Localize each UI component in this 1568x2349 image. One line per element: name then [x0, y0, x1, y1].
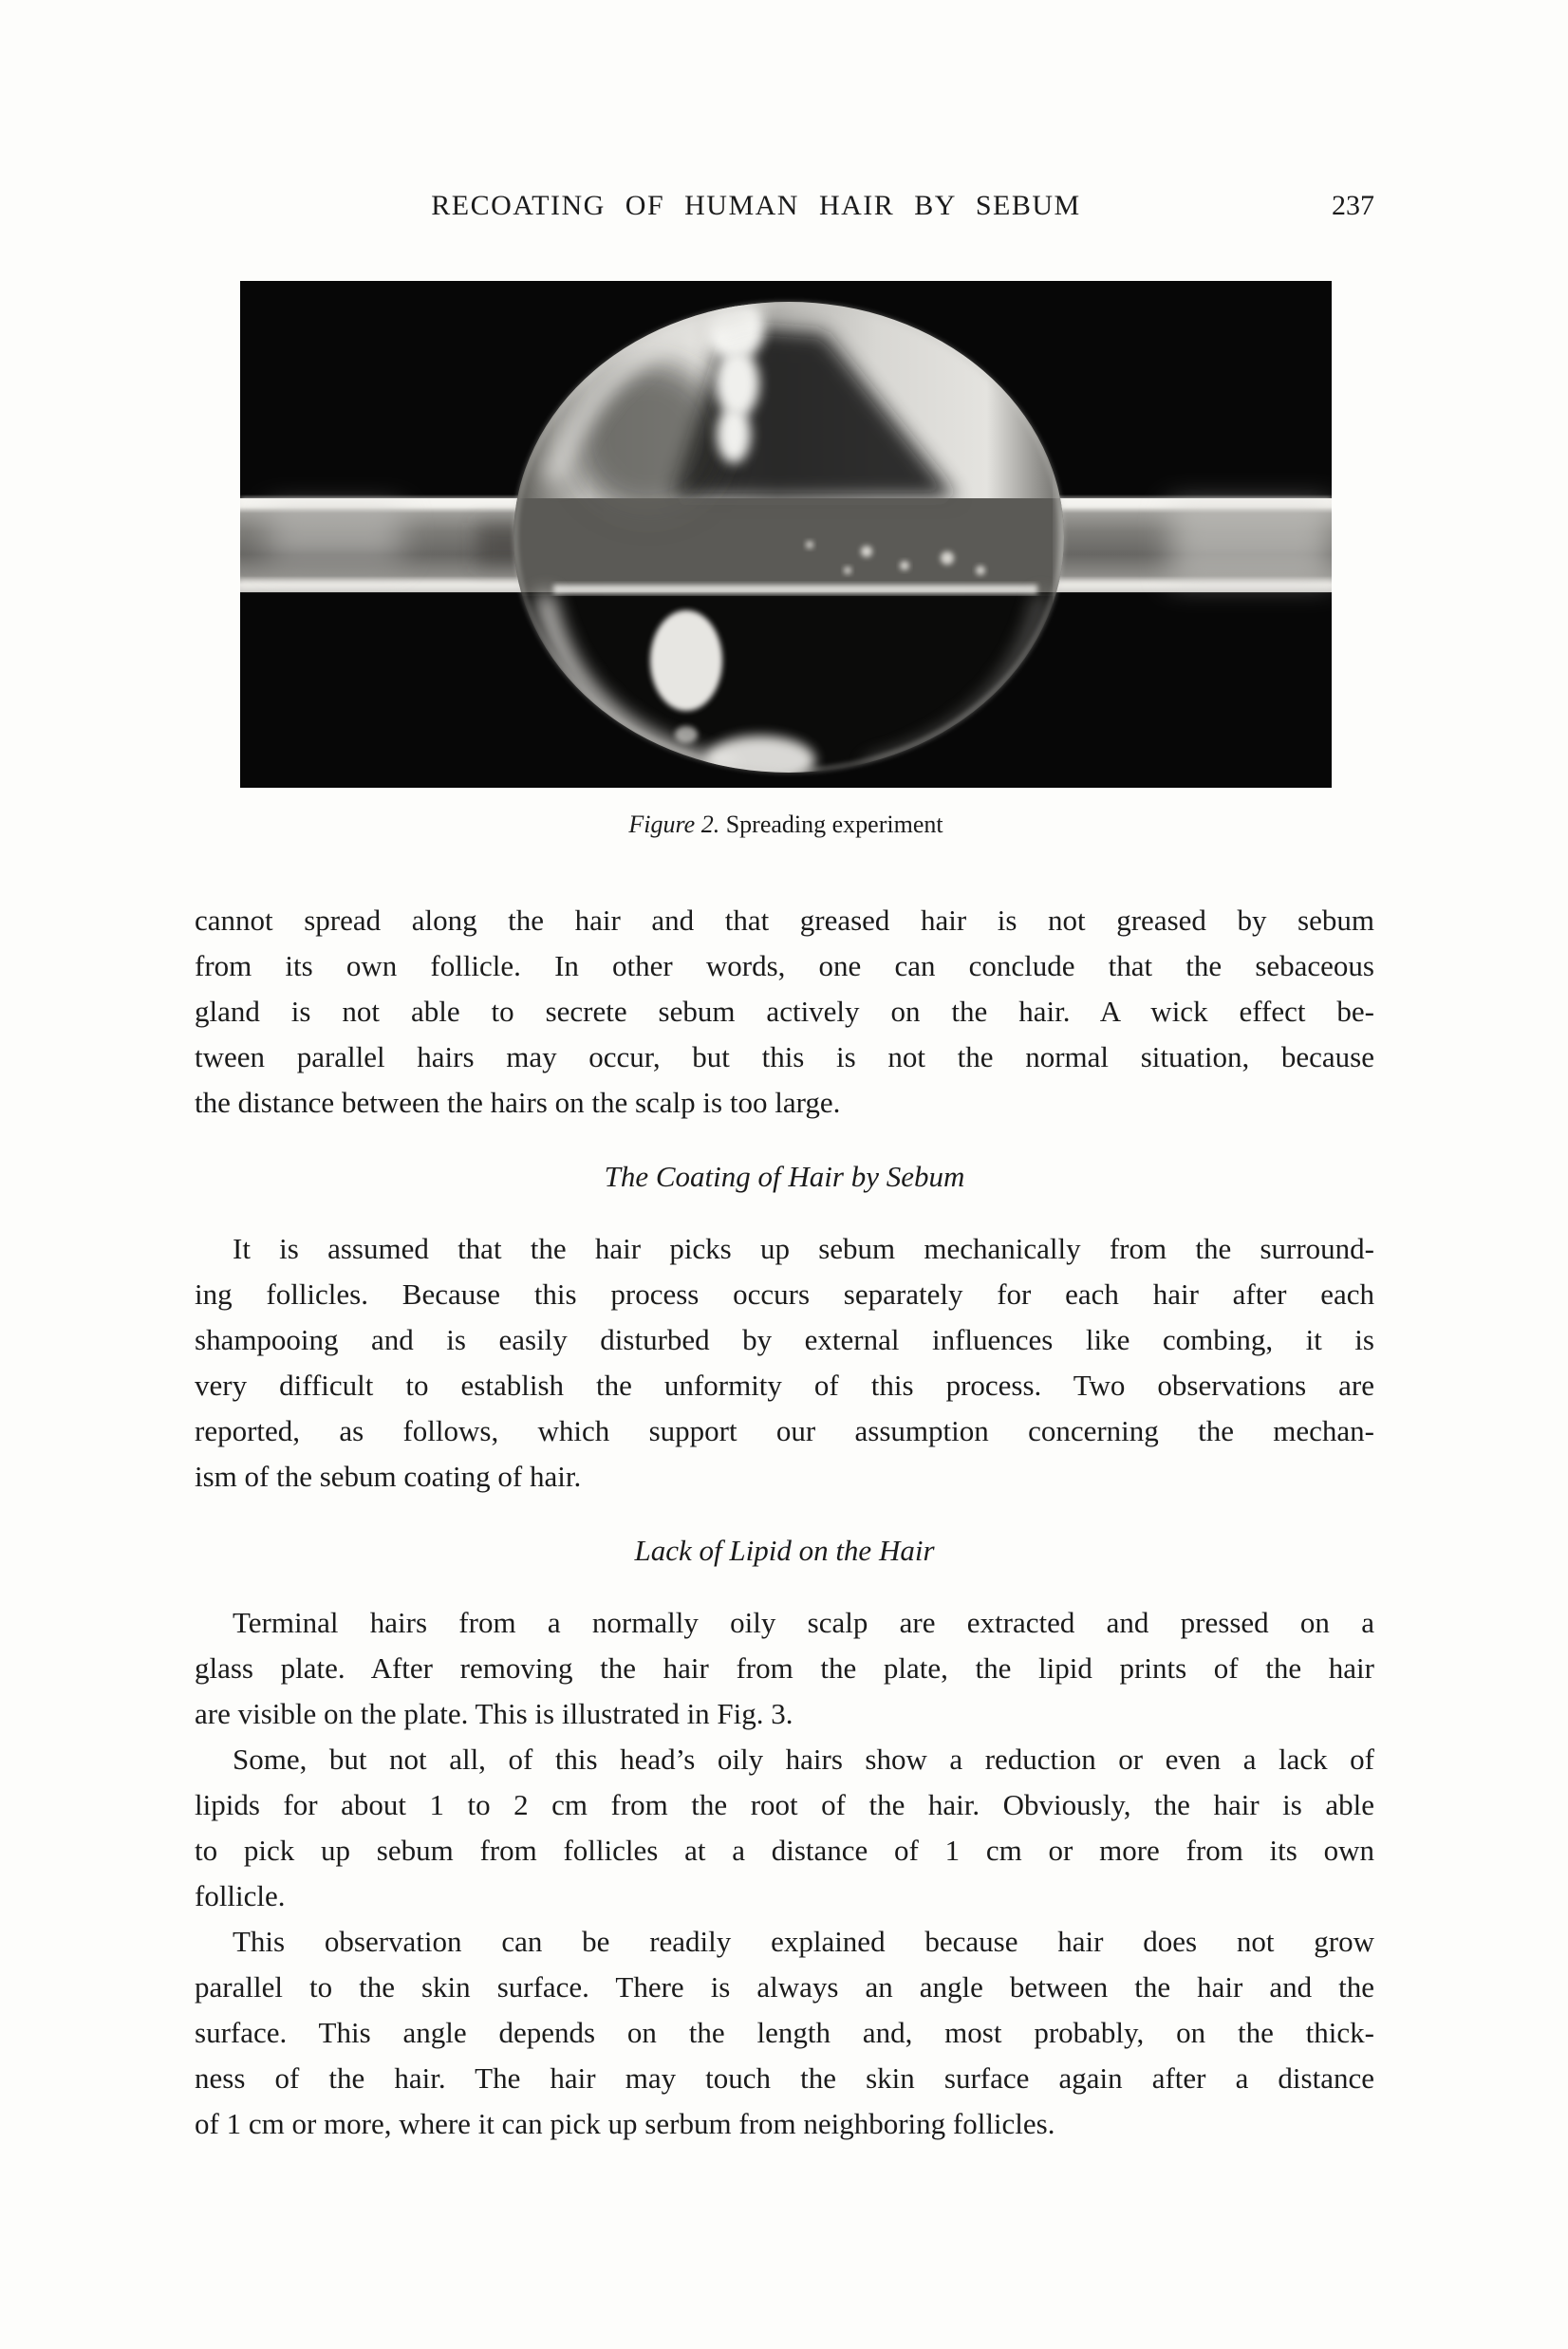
text-line: gland is not able to secrete sebum actively on the hair. A wick effect be- — [195, 995, 1374, 1028]
text-line: tween parallel hairs may occur, but this is not the normal situation, because — [195, 1040, 1374, 1073]
text-line: the distance between the hairs on the scalp is too large. — [195, 1086, 841, 1119]
section-heading: Lack of Lipid on the Hair — [634, 1534, 935, 1567]
running-head — [195, 190, 1374, 228]
text-line: very difficult to establish the unformity of this process. Two observations are — [195, 1369, 1374, 1402]
paragraph — [195, 1737, 1374, 1919]
text-line: reported, as follows, which support our assumption concerning the mechan- — [195, 1414, 1374, 1447]
figure-caption — [240, 811, 1332, 839]
text-line: Terminal hairs from a normally oily scalp are extracted and pressed on a — [233, 1606, 1374, 1639]
paragraph — [195, 898, 1374, 1126]
section-heading: The Coating of Hair by Sebum — [604, 1160, 965, 1193]
text-line: ness of the hair. The hair may touch the skin surface again after a distance — [195, 2061, 1374, 2095]
figure-caption-text: Spreading experiment — [725, 811, 943, 838]
page-title: RECOATING OF HUMAN HAIR BY SEBUM — [431, 190, 1081, 221]
text-line: This observation can be readily explained because hair does not grow — [233, 1925, 1374, 1958]
text-line: are visible on the plate. This is illustrated in Fig. 3. — [195, 1697, 793, 1730]
text-line: follicle. — [195, 1879, 286, 1912]
text-line: from its own follicle. In other words, one can conclude that the sebaceous — [195, 949, 1374, 982]
text-line: parallel to the skin surface. There is always an angle between the hair and the — [195, 1970, 1374, 2004]
text-column — [195, 0, 1374, 2147]
page-number: 237 — [1332, 190, 1374, 221]
body-text — [195, 898, 1374, 2147]
text-line: It is assumed that the hair picks up sebum mechanically from the surround- — [233, 1232, 1374, 1265]
text-line: surface. This angle depends on the length and, most probably, on the thick- — [195, 2016, 1374, 2049]
text-line: cannot spread along the hair and that greased hair is not greased by sebum — [195, 904, 1374, 937]
text-line: to pick up sebum from follicles at a distance of 1 cm or more from its own — [195, 1834, 1374, 1867]
paragraph — [195, 1226, 1374, 1500]
text-line: shampooing and is easily disturbed by external influences like combing, it is — [195, 1323, 1374, 1356]
text-line: ism of the sebum coating of hair. — [195, 1460, 582, 1493]
figure-caption-label: Figure 2. — [628, 811, 720, 838]
figure2-photo — [240, 281, 1332, 788]
paragraph — [195, 1600, 1374, 1737]
text-line: ing follicles. Because this process occurs separately for each hair after each — [195, 1277, 1374, 1311]
text-line: of 1 cm or more, where it can pick up serbum from neighboring follicles. — [195, 2107, 1055, 2140]
figure2 — [240, 281, 1332, 839]
text-line: lipids for about 1 to 2 cm from the root of the hair. Obviously, the hair is able — [195, 1788, 1374, 1821]
text-line: Some, but not all, of this head’s oily hairs show a reduction or even a lack of — [233, 1743, 1374, 1776]
text-line: glass plate. After removing the hair from the plate, the lipid prints of the hair — [195, 1651, 1374, 1685]
paragraph — [195, 1919, 1374, 2147]
